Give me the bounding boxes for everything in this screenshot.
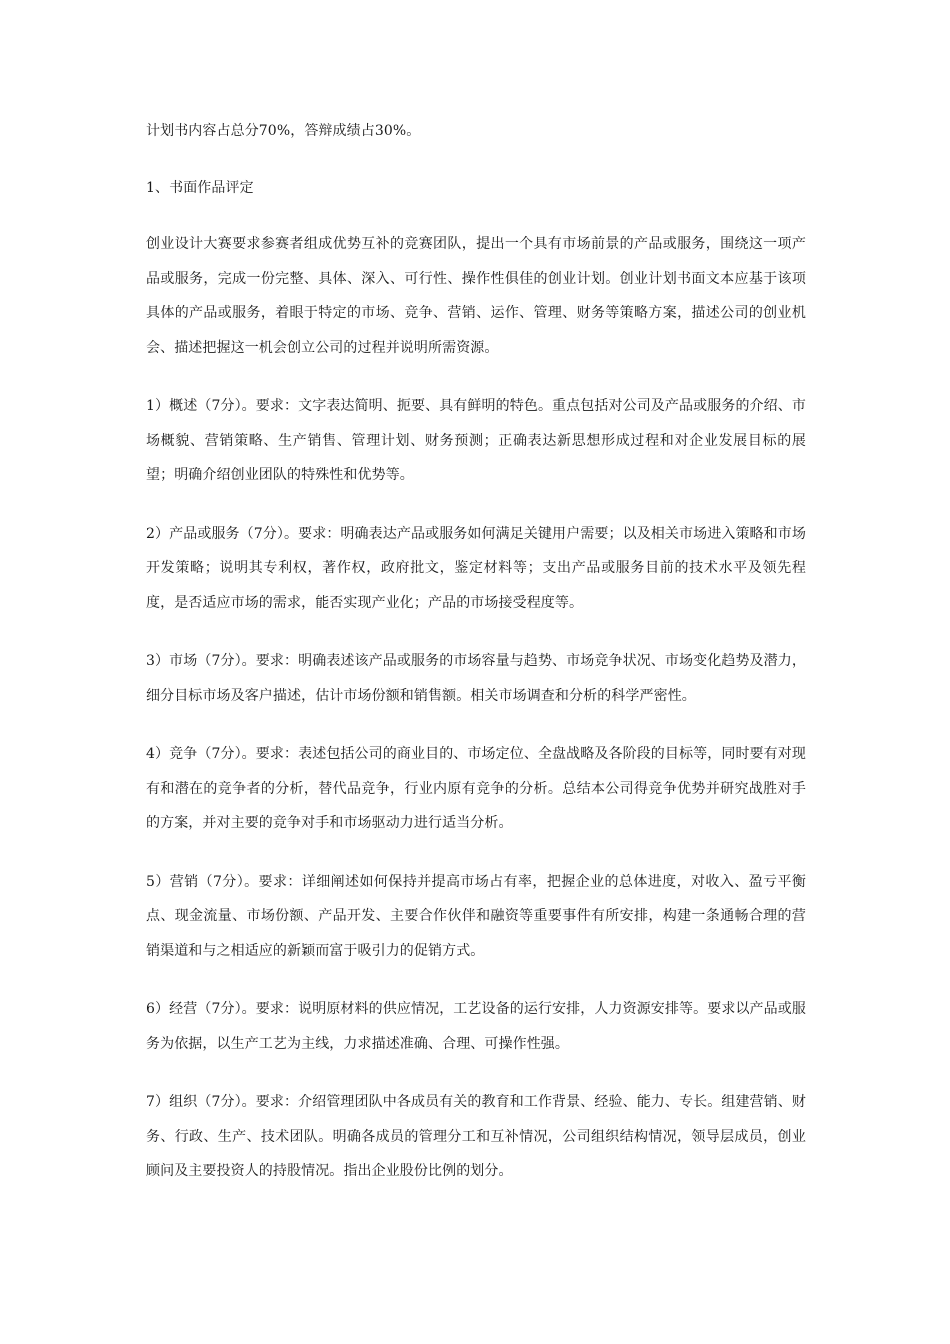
item-overview-paragraph: 1）概述（7分）。要求：文字表达简明、扼要、具有鲜明的特色。重点包括对公司及产品或服务的介绍、市场概貌、营销策略、生产销售、管理计划、财务预测；正确表达新思想形成过程和对企业发展目标的展望；明确介绍创业团队的特殊性和优势等。 — [146, 398, 806, 483]
section-heading: 1、书面作品评定 — [146, 179, 254, 196]
score-ratio-paragraph: 计划书内容占总分70%，答辩成绩占30%。 — [146, 123, 421, 139]
item-market-paragraph: 3）市场（7分）。要求：明确表述该产品或服务的市场容量与趋势、市场竞争状况、市场变化趋势及潜力，细分目标市场及客户描述，估计市场份额和销售额。相关市场调查和分析的科学严密性。 — [146, 653, 806, 704]
item-marketing-paragraph: 5）营销（7分）。要求：详细阐述如何保持并提高市场占有率，把握企业的总体进度，对收入、盈亏平衡点、现金流量、市场份额、产品开发、主要合作伙伴和融资等重要事件有所安排，构建一条通畅合理的营销渠道和与之相适应的新颖而富于吸引力的促销方式。 — [146, 873, 806, 959]
item-organization-paragraph: 7）组织（7分）。要求：介绍管理团队中各成员有关的教育和工作背景、经验、能力、专长。组建营销、财务、行政、生产、技术团队。明确各成员的管理分工和互补情况，公司组织结构情况，领导层成员，创业顾问及主要投资人的持股情况。指出企业股份比例的划分。 — [146, 1094, 806, 1179]
item-operation-paragraph: 6）经营（7分）。要求：说明原材料的供应情况，工艺设备的运行安排，人力资源安排等。要求以产品或服务为依据，以生产工艺为主线，力求描述准确、合理、可操作性强。 — [146, 1001, 806, 1052]
document-body — [146, 114, 806, 1189]
item-product-paragraph: 2）产品或服务（7分）。要求：明确表达产品或服务如何满足关键用户需要；以及相关市场进入策略和市场开发策略；说明其专利权，著作权，政府批文，鉴定材料等；支出产品或服务目前的技术水平及领先程度，是否适应市场的需求，能否实现产业化；产品的市场接受程度等。 — [146, 525, 806, 611]
intro-paragraph: 创业设计大赛要求参赛者组成优势互补的竞赛团队，提出一个具有市场前景的产品或服务，围绕这一项产品或服务，完成一份完整、具体、深入、可行性、操作性俱佳的创业计划。创业计划书面文本应基于该项具体的产品或服务，着眼于特定的市场、竞争、营销、运作、管理、财务等策略方案，描述公司的创业机会、描述把握这一机会创立公司的过程并说明所需资源。 — [146, 236, 806, 356]
item-competition-paragraph: 4）竞争（7分）。要求：表述包括公司的商业目的、市场定位、全盘战略及各阶段的目标等，同时要有对现有和潜在的竞争者的分析，替代品竞争，行业内原有竞争的分析。总结本公司得竞争优势并研究战胜对手的方案，并对主要的竞争对手和市场驱动力进行适当分析。 — [146, 746, 806, 831]
